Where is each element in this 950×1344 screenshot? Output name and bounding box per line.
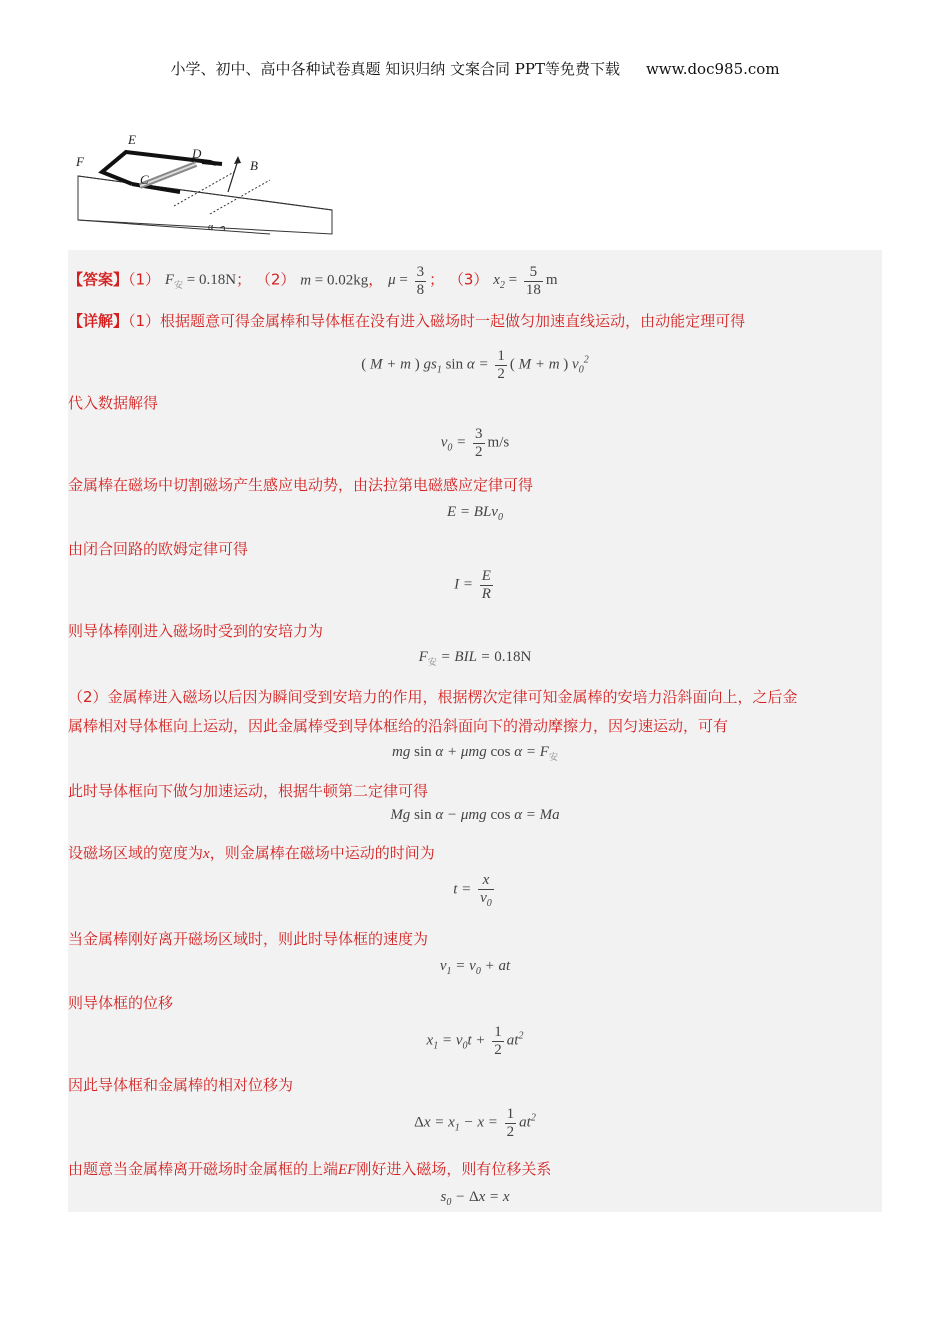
answer-force: $F_安 = 0.18N$: [164, 272, 237, 291]
eq-s0: $s_0 - \Delta x = x$: [440, 1189, 510, 1208]
answer-mass: m = 0.02kg: [300, 272, 369, 289]
eq-v0: $v_0$ = $\frac{3}{2}$ m/s: [440, 426, 510, 460]
answer-part2-label: （2）: [255, 270, 296, 289]
answer-x2: $x_2$ = $\frac{5}{18}$ m: [493, 264, 558, 298]
answer-sep: ，: [368, 270, 384, 289]
answer-line: [68, 264, 558, 298]
text-displacement-relation: [68, 1158, 551, 1179]
label-E: E: [128, 132, 136, 147]
answer-sep: ；: [429, 270, 445, 289]
eq-x1: $x_1 = v_0t$ + $\frac{1}{2}$ $at^2$: [426, 1024, 524, 1058]
var-x: x: [203, 846, 210, 862]
label-alpha: α: [208, 222, 214, 233]
label-B: B: [250, 158, 258, 173]
header-url[interactable]: www.doc985.com: [645, 60, 780, 78]
answer-part3-label: （3）: [448, 270, 489, 289]
eq-v1: $v_1 = v_0$ + at: [439, 958, 511, 977]
text-relation-b: 刚好进入磁场，则有位移关系: [356, 1160, 552, 1178]
answer-label: 【答案】: [68, 270, 129, 289]
var-EF: EF: [338, 1162, 357, 1178]
detail-intro-text: （1）根据题意可得金属棒和导体框在没有进入磁场时一起做匀加速直线运动，由动能定理可得: [128, 312, 746, 330]
answer-sep: ；: [236, 270, 252, 289]
text-field-width-b: ，则金属棒在磁场中运动的时间为: [209, 844, 435, 862]
text-part2-a: （2）金属棒进入磁场以后因为瞬间受到安培力的作用，根据楞次定律可知金属棒的安培力沿斜面向上，之后金: [68, 688, 798, 706]
text-substitute: 代入数据解得: [68, 394, 159, 412]
eq-emf: E = BLv$_0$: [447, 504, 503, 523]
header-text: 小学、初中、高中各种试卷真题 知识归纳 文案合同 PPT等免费下载: [170, 60, 620, 78]
text-relative-displacement: 因此导体框和金属棒的相对位移为: [68, 1076, 294, 1094]
eq-delta-x: $\Delta x = x_1 - x$ = $\frac{1}{2}$ $at^2$: [414, 1106, 536, 1140]
eq-current: I = $\frac{E}{R}$: [454, 568, 491, 602]
text-frame-displacement: 则导体框的位移: [68, 994, 174, 1012]
detail-intro: [68, 310, 745, 331]
label-F: F: [76, 154, 84, 169]
text-ampere: 则导体棒刚进入磁场时受到的安培力为: [68, 622, 324, 640]
text-relation-a: 由题意当金属棒离开磁场时金属框的上端: [68, 1160, 339, 1178]
page-header: [0, 58, 950, 79]
answer-part1-label: （1）: [128, 270, 161, 289]
text-ohm: 由闭合回路的欧姆定律可得: [68, 540, 249, 558]
eq-frame-newton: Mg sin α − μmg cos α = Ma: [390, 807, 560, 823]
eq-work-energy: ( M + m ) $gs_1$ sin α = $\frac{1}{2}$ ( M + m ) $v_0^2$: [361, 348, 589, 382]
label-D: D: [192, 146, 202, 161]
text-newton: 此时导体框向下做匀加速运动，根据牛顿第二定律可得: [68, 782, 429, 800]
text-field-width: [68, 842, 435, 863]
text-field-width-a: 设磁场区域的宽度为: [68, 844, 204, 862]
incline-diagram: [70, 128, 340, 240]
text-part2-b: 属棒相对导体框向上运动，因此金属棒受到导体框给的沿斜面向下的滑动摩擦力，因匀速运动，可有: [68, 717, 729, 735]
answer-mu: μ = $\frac{3}{8}$: [388, 264, 425, 298]
detail-label: 【详解】: [68, 312, 129, 330]
text-frame-velocity: 当金属棒刚好离开磁场区域时，则此时导体框的速度为: [68, 930, 429, 948]
text-faraday: 金属棒在磁场中切割磁场产生感应电动势，由法拉第电磁感应定律可得: [68, 476, 534, 494]
eq-time: t = $\frac{x}{v_0}$: [453, 872, 492, 909]
eq-ampere-force: $F_安$ = BIL = 0.18N: [418, 649, 532, 667]
label-C: C: [140, 172, 149, 187]
eq-rod-balance: mg sin α + μmg $\cos \alpha = F_安$: [392, 744, 558, 762]
